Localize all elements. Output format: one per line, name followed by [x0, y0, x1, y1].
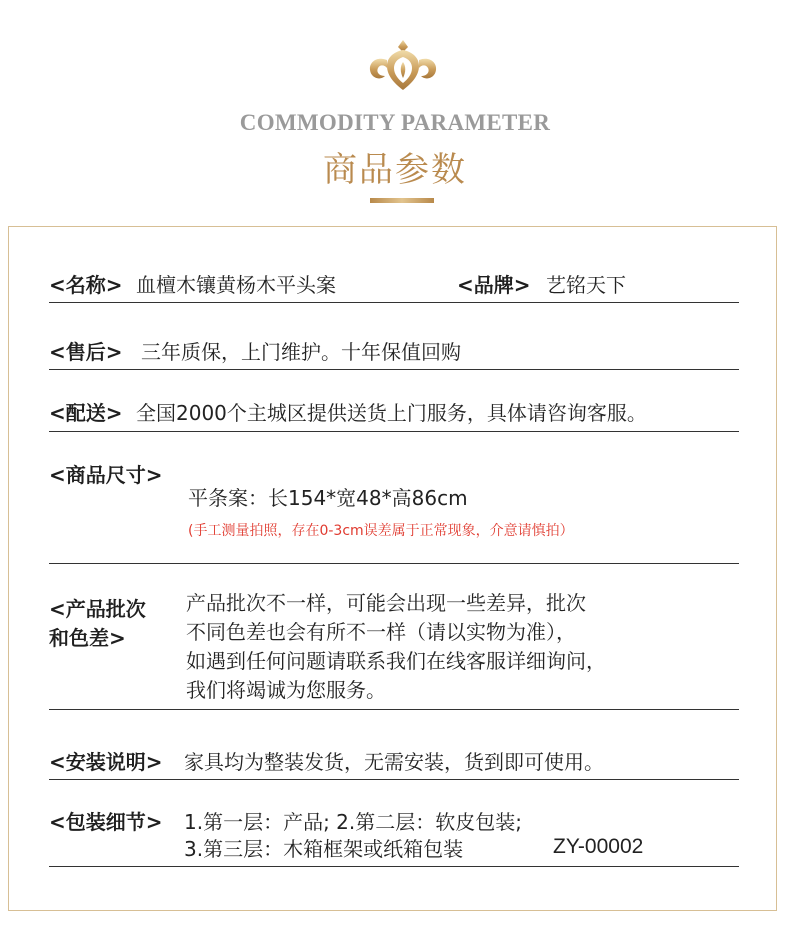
gold-crown-ornament-icon — [367, 38, 439, 92]
product-parameter-cn-title: 商品参数 — [323, 150, 467, 190]
batch-text-line: 如遇到任何问题请联系我们在线客服详细询问， — [186, 649, 606, 673]
size-note: (手工测量拍照，存在0-3cm误差属于正常现象，介意请慎拍） — [188, 523, 574, 539]
divider — [49, 369, 739, 370]
batch-text-line: 不同色差也会有所不一样（请以实物为准）， — [186, 620, 576, 644]
install-value: 家具均为整装发货，无需安装，货到即可使用。 — [184, 750, 604, 774]
batch-label-line2: 和色差> — [49, 626, 126, 650]
divider — [49, 302, 739, 303]
batch-label-line1: <产品批次 — [49, 597, 146, 621]
delivery-label: <配送> — [49, 401, 123, 425]
product-code: ZY-00002 — [553, 835, 644, 858]
size-label: <商品尺寸> — [49, 463, 163, 487]
divider — [49, 709, 739, 710]
after-sales-value: 三年质保，上门维护。十年保值回购 — [141, 340, 461, 364]
after-sales-label: <售后> — [49, 340, 123, 364]
package-label: <包装细节> — [49, 810, 163, 834]
name-value: 血檀木镶黄杨木平头案 — [136, 273, 336, 297]
divider — [49, 866, 739, 867]
brand-value: 艺铭天下 — [546, 273, 626, 297]
commodity-parameter-title: COMMODITY PARAMETER — [239, 110, 551, 135]
install-label: <安装说明> — [49, 750, 163, 774]
batch-text-line: 我们将竭诚为您服务。 — [186, 678, 386, 702]
divider — [49, 563, 739, 564]
package-line2: 3.第三层：木箱框架或纸箱包装 — [184, 837, 464, 861]
size-value: 平条案：长154*宽48*高86cm — [188, 486, 468, 510]
title-underline — [370, 198, 434, 203]
divider — [49, 779, 739, 780]
delivery-value: 全国2000个主城区提供送货上门服务，具体请咨询客服。 — [136, 401, 647, 425]
name-label: <名称> — [49, 273, 123, 297]
divider — [49, 431, 739, 432]
brand-label: <品牌> — [457, 273, 531, 297]
batch-text-line: 产品批次不一样，可能会出现一些差异，批次 — [186, 591, 586, 615]
package-line1: 1.第一层：产品; 2.第二层：软皮包装; — [184, 810, 522, 834]
